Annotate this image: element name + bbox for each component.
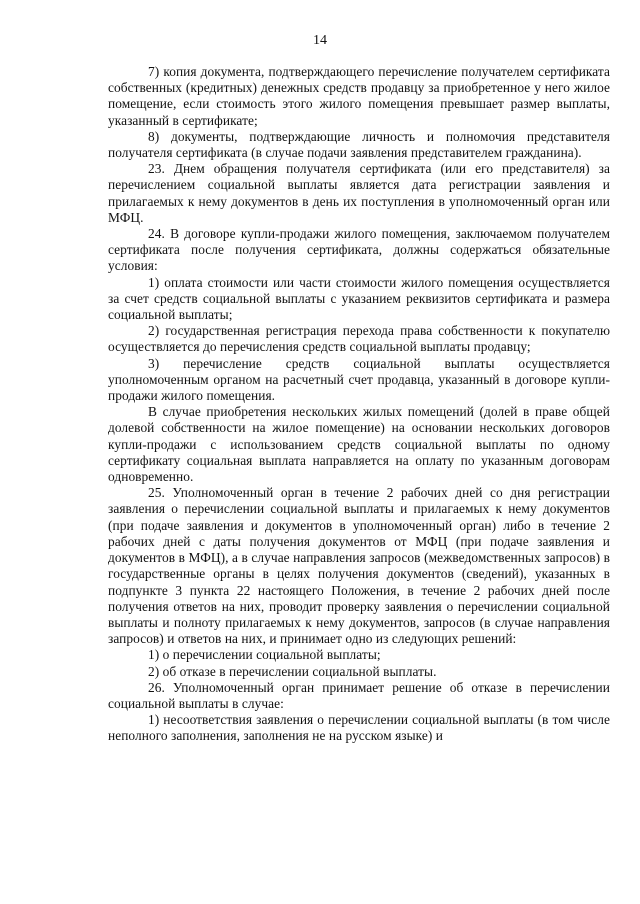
paragraph-condition-2: 2) государственная регистрация перехода права собственности к покупателю осуществляется до перечисления средств социальной выплаты продавцу; [108,323,610,355]
paragraph-condition-3: 3) перечисление средств социальной выплаты осуществляется уполномоченным органом на расчетный счет продавца, указанный в договоре купли-продажи жилого помещения. [108,355,610,404]
paragraph-clause-23: 23. Днем обращения получателя сертификата (или его представителя) за перечислением социальной выплаты является дата регистрации заявления и прилагаемых к нему документов в день их поступления в уполномоченный орган или МФЦ. [108,161,610,225]
paragraph-clause-26: 26. Уполномоченный орган принимает решение об отказе в перечислении социальной выплаты в случае: [108,679,610,711]
paragraph-clause-24: 24. В договоре купли-продажи жилого помещения, заключаемом получателем сертификата после получения сертификата, должны содержаться обязательные условия: [108,226,610,274]
paragraph-multiple-purchases: В случае приобретения нескольких жилых помещений (долей в праве общей долевой собственности на жилое помещение) на основании нескольких договоров купли-продажи с использованием средств социальной выплаты по одному сертификату социальная выплата направляется на оплату по указанным договорам одновременно. [108,404,610,485]
paragraph-clause-25: 25. Уполномоченный орган в течение 2 рабочих дней со дня регистрации заявления о перечислении социальной выплаты и прилагаемых к нему документов (при подаче заявления и документов в уполномоченный орган) либо в течение 2 рабочих дней с даты получения документов от МФЦ (при подаче заявления и документов в МФЦ), а в случае направления запросов (межведомственных запросов) в государственные органы в целях получения документов (сведений), указанных в подпункте 3 пункта 22 настоящего Положения, в течение 2 рабочих дней после получения ответов на них, проводит проверку заявления о перечислении социальной выплаты и полноту прилагаемых к нему документов, запросов (в случае направления запросов) и ответов на них, и принимает одно из следующих решений: [108,485,610,647]
page-number: 14 [313,33,327,48]
paragraph-decision-1: 1) о перечислении социальной выплаты; [148,647,381,663]
document-body [108,64,610,745]
paragraph-item-8: 8) документы, подтверждающие личность и полномочия представителя получателя сертификата (в случае подачи заявления представителем гражданина). [108,128,610,161]
paragraph-decision-2: 2) об отказе в перечислении социальной выплаты. [148,663,437,679]
paragraph-item-7: 7) копия документа, подтверждающего перечисление получателем сертификата собственных (кредитных) денежных средств продавцу за приобретенное у него жилое помещение, если стоимость этого жилого помещения превышает размер выплаты, указанный в сертификате; [108,64,610,128]
paragraph-refusal-reason-1: 1) несоответствия заявления о перечислении социальной выплаты (в том числе неполного заполнения, заполнения не на русском языке) и [108,712,610,744]
paragraph-condition-1: 1) оплата стоимости или части стоимости жилого помещения осуществляется за счет средств социальной выплаты с указанием реквизитов сертификата и размера социальной выплаты; [108,274,610,323]
